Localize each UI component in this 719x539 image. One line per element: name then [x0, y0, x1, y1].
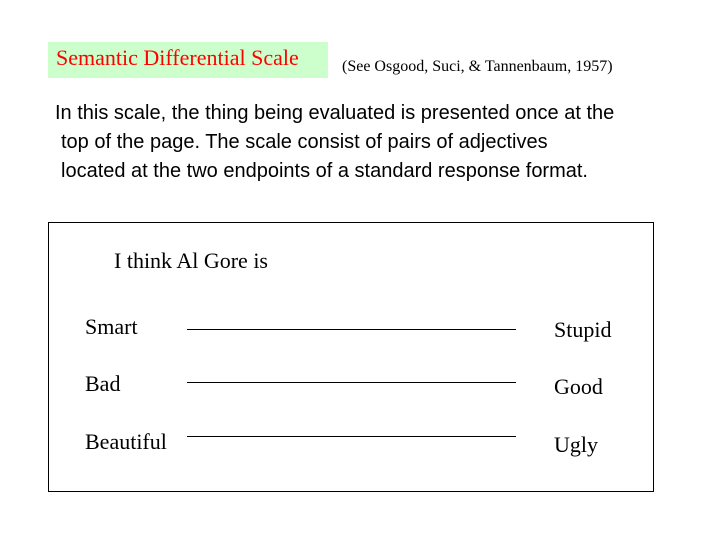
left-adjective: Smart	[85, 314, 138, 339]
intro-line: top of the page. The scale consist of pairs of adjectives	[61, 131, 548, 153]
right-adjective: Good	[554, 374, 603, 399]
intro-paragraph	[55, 99, 675, 186]
rating-line[interactable]	[187, 329, 516, 330]
scale-example-box	[48, 222, 654, 492]
left-adjective: Bad	[85, 371, 121, 396]
right-adjective: Stupid	[554, 317, 612, 342]
scale-prompt: I think Al Gore is	[114, 248, 268, 273]
rating-line[interactable]	[187, 382, 516, 383]
intro-line: located at the two endpoints of a standard response format.	[61, 160, 588, 182]
intro-line: In this scale, the thing being evaluated is presented once at the	[55, 102, 615, 124]
left-adjective: Beautiful	[85, 429, 167, 454]
citation: (See Osgood, Suci, & Tannenbaum, 1957)	[342, 58, 613, 75]
slide-title	[48, 42, 328, 78]
right-adjective: Ugly	[554, 432, 598, 457]
rating-line[interactable]	[187, 436, 516, 437]
slide-title-text: Semantic Differential Scale	[56, 45, 299, 70]
